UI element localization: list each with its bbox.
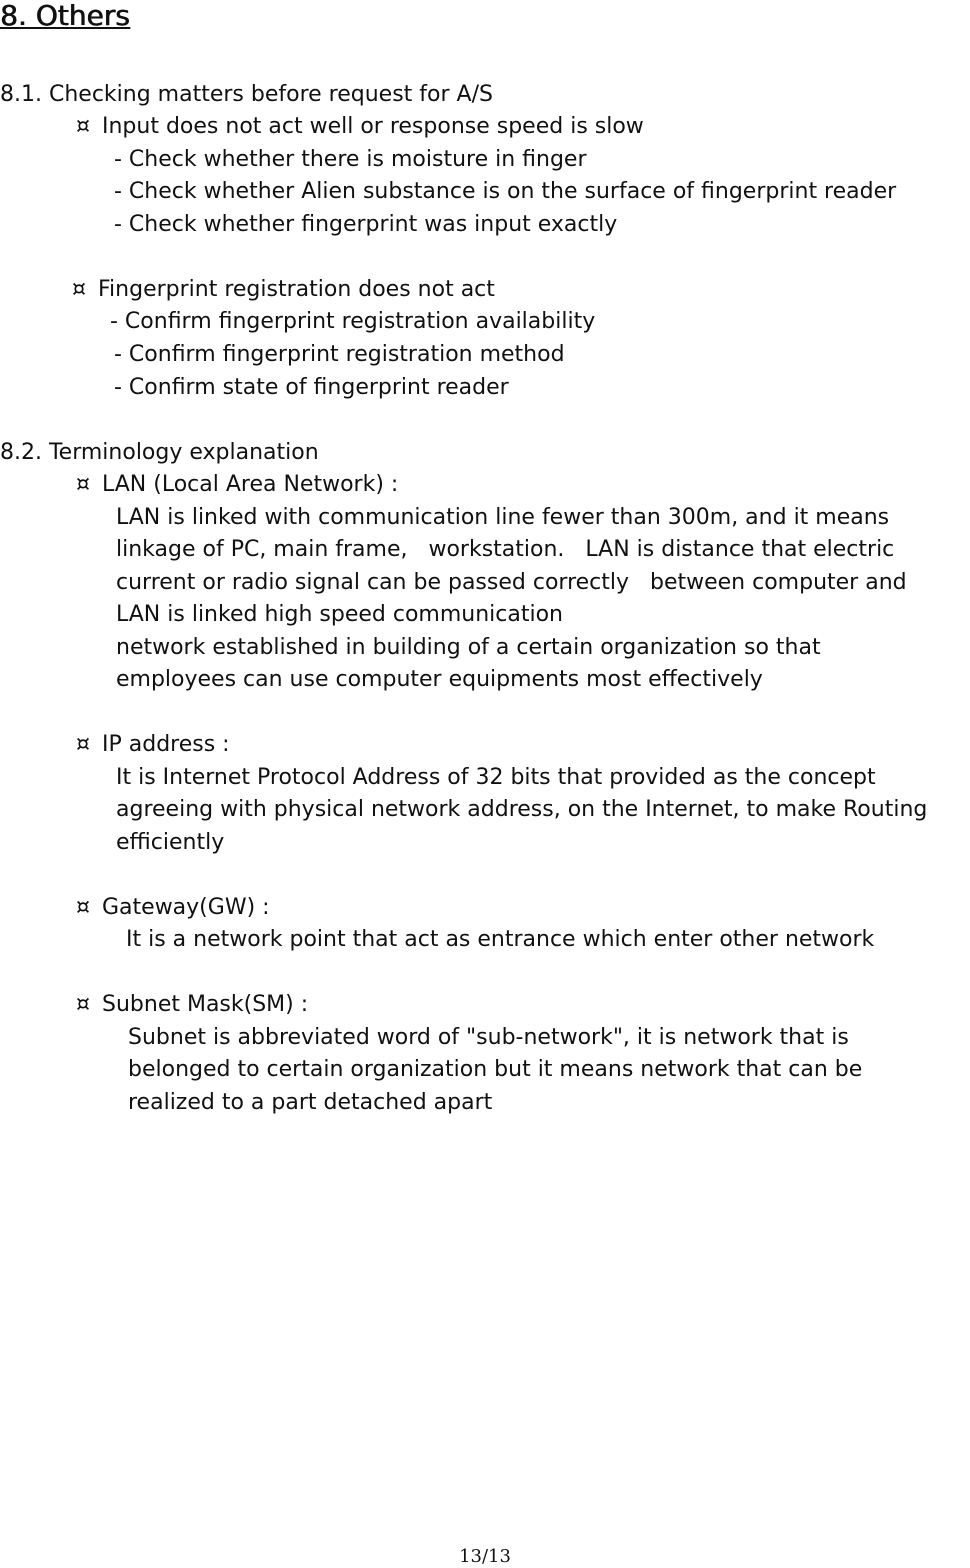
- definition-line: agreeing with physical network address, on the Internet, to make Routing: [116, 797, 928, 822]
- term-label: LAN (Local Area Network) :: [102, 472, 399, 497]
- section-heading-8-1: 8.1. Checking matters before request for A/S: [0, 82, 493, 107]
- definition-line: linkage of PC, main frame, workstation. LAN is distance that electric: [116, 537, 895, 562]
- item-input-slow: [76, 113, 644, 141]
- bullet-symbol: ¤: [76, 114, 90, 139]
- definition-line: Subnet is abbreviated word of "sub-network", it is network that is: [128, 1025, 849, 1050]
- definition-line: It is Internet Protocol Address of 32 bits that provided as the concept: [116, 765, 876, 790]
- item-label: Fingerprint registration does not act: [98, 277, 495, 302]
- term-subnet-mask: [76, 991, 308, 1019]
- check-line: - Check whether fingerprint was input exactly: [114, 212, 618, 237]
- term-label: Subnet Mask(SM) :: [102, 992, 309, 1017]
- definition-line: It is a network point that act as entrance which enter other network: [126, 927, 875, 952]
- check-line: - Confirm fingerprint registration method: [114, 342, 565, 367]
- page-number: 13/13: [459, 1546, 511, 1567]
- term-label: Gateway(GW) :: [102, 895, 270, 920]
- bullet-symbol: ¤: [76, 992, 90, 1017]
- definition-line: realized to a part detached apart: [128, 1090, 493, 1115]
- definition-line: LAN is linked high speed communication: [116, 602, 563, 627]
- check-line: - Check whether Alien substance is on the surface of fingerprint reader: [114, 179, 897, 204]
- term-ip-address: [76, 731, 230, 759]
- definition-line: LAN is linked with communication line fewer than 300m, and it means: [116, 505, 890, 530]
- bullet-symbol: ¤: [76, 895, 90, 920]
- page-title: 8. Others: [0, 0, 130, 32]
- definition-line: efficiently: [116, 830, 225, 855]
- check-line: - Confirm state of fingerprint reader: [114, 375, 509, 400]
- check-line: - Check whether there is moisture in finger: [114, 147, 587, 172]
- definition-line: current or radio signal can be passed correctly between computer and: [116, 570, 907, 595]
- bullet-symbol: ¤: [76, 732, 90, 757]
- term-gateway: [76, 894, 270, 922]
- definition-line: belonged to certain organization but it means network that can be: [128, 1057, 863, 1082]
- definition-line: employees can use computer equipments most effectively: [116, 667, 763, 692]
- definition-line: network established in building of a certain organization so that: [116, 635, 821, 660]
- term-lan: [76, 471, 398, 499]
- bullet-symbol: ¤: [76, 472, 90, 497]
- bullet-symbol: ¤: [72, 277, 86, 302]
- item-label: Input does not act well or response speed is slow: [102, 114, 644, 139]
- section-heading-8-2: 8.2. Terminology explanation: [0, 440, 319, 465]
- check-line: - Confirm fingerprint registration availability: [110, 309, 596, 334]
- term-label: IP address :: [102, 732, 230, 757]
- item-registration-fail: [72, 276, 495, 304]
